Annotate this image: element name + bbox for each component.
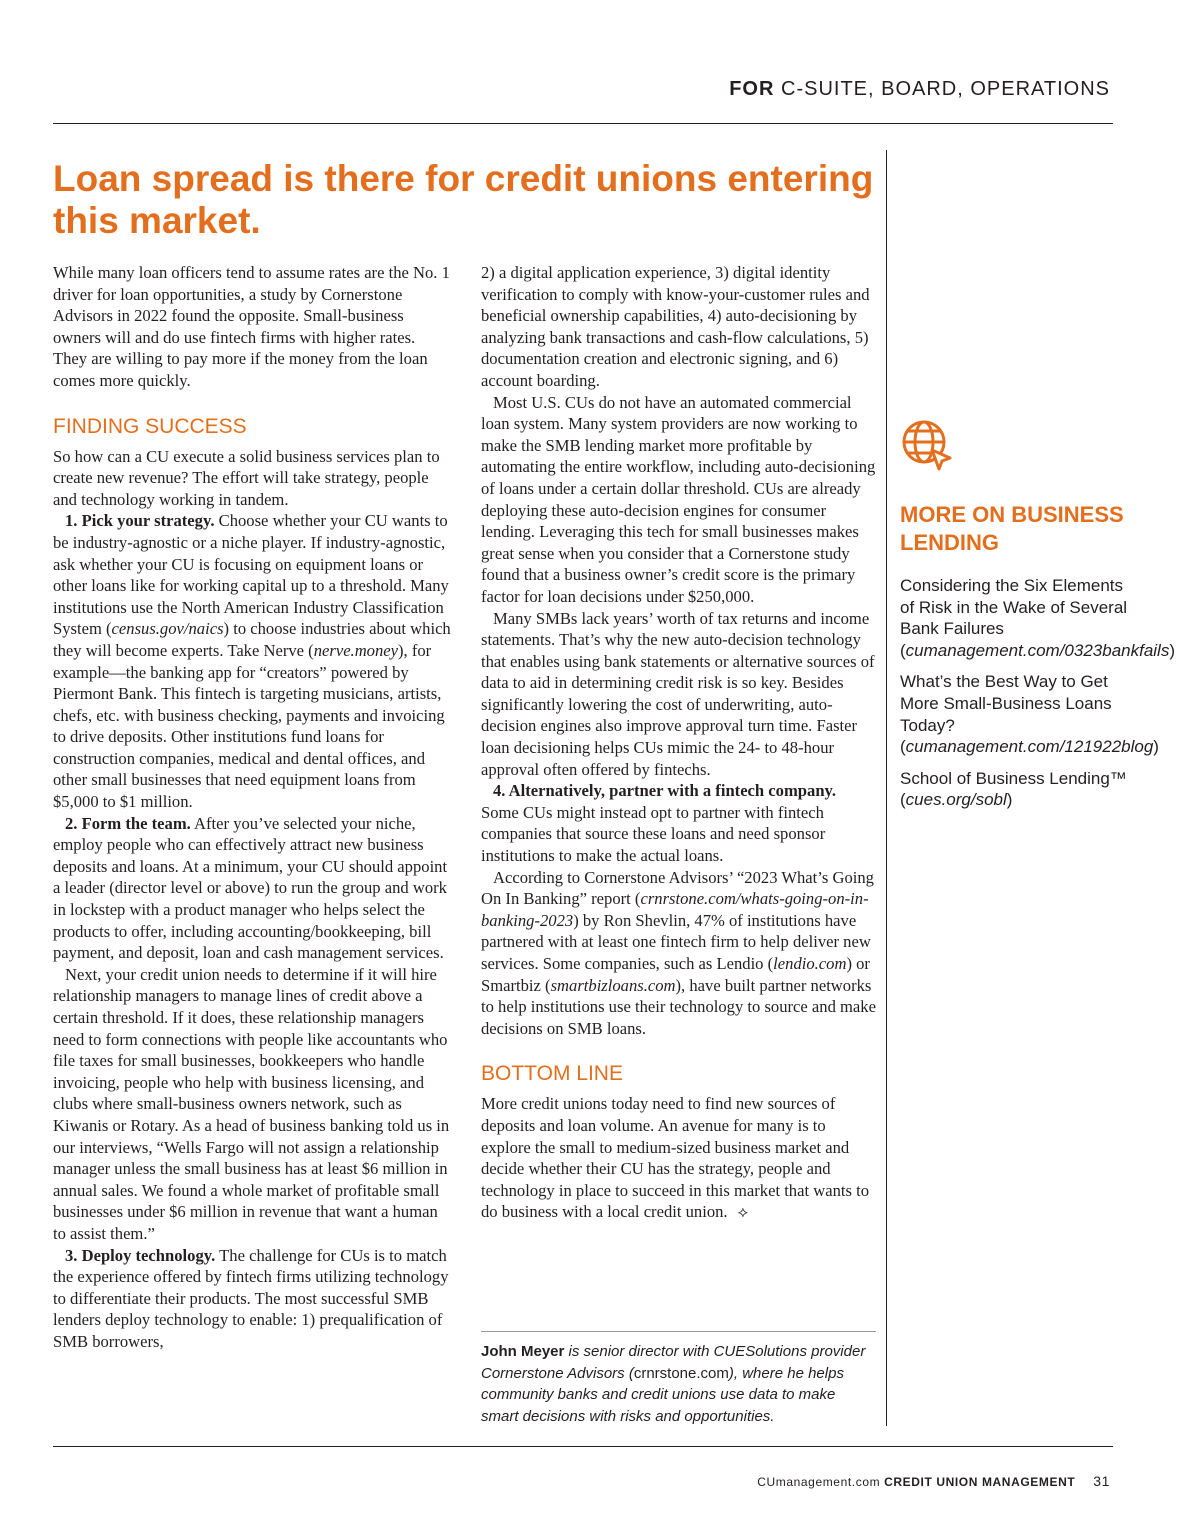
paragraph: 2) a digital application experience, 3) digital identity verification to comply with know-your-customer rules and beneficial ownership capabilities, 4) auto-decisioning by analyzing bank transactions and cash-flow calculations, 5) documentation creation and electronic signing, and 6) account boarding.	[481, 263, 870, 390]
partner-paragraph: 4. Alternatively, partner with a fintech company. Some CUs might instead opt to partner with fintech companies that source these loans and need sponsor institutions to make the actual loans.	[481, 781, 837, 866]
article-column-2	[481, 262, 876, 1224]
globe-cursor-icon	[900, 418, 956, 474]
subhead-finding-success: FINDING SUCCESS	[53, 414, 247, 438]
intro-paragraph: While many loan officers tend to assume rates are the No. 1 driver for loan opportunities, a study by Cornerstone Advisors in 2022 found the opposite. Small-business owners will and do use fintech firms with higher rates. They are willing to pay more if the money from the loan comes more quickly.	[53, 263, 450, 390]
bottom-rule	[53, 1446, 1113, 1447]
author-bio: John Meyer is senior director with CUESolutions provider Cornerstone Advisors (crnrstone.com), where he helps community banks and credit unions use data to make smart decisions with risks and opportunities.	[481, 1343, 866, 1425]
end-mark-icon: ⟡	[737, 1204, 749, 1222]
paragraph: According to Cornerstone Advisors’ “2023 What’s Going On In Banking” report (crnrstone.com/whats-going-on-in-banking-2023) by Ron Shevlin, 47% of institutions have partnered with at least one fintech firm to help deliver new services. Some companies, such as Lendio (lendio.com) or Smartbiz (smartbizloans.com), have built partner networks to help institutions use their technology to source and make decisions on SMB loans.	[481, 867, 876, 1038]
footer-site: CUmanagement.com	[757, 1475, 881, 1489]
step-lead: 2. Form the team.	[65, 813, 191, 833]
subhead-bottom-line: BOTTOM LINE	[481, 1062, 623, 1086]
author-name: John Meyer	[481, 1343, 565, 1360]
link-text: nerve.money	[313, 640, 399, 660]
paragraph: Most U.S. CUs do not have an automated commercial loan system. Many system providers are now working to make the SMB lending market more profitable by automating the entire workflow, including auto-decisioning of loans under a certain dollar threshold. CUs are already deploying these auto-decision engines for consumer lending. Leveraging this tech for small businesses makes great sense when you consider that a Cornerstone study found that a business owner’s credit score is the primary factor for loan decisions under $250,000.	[481, 392, 876, 606]
step-lead: 4. Alternatively, partner with a fintech company.	[493, 781, 837, 801]
link-text: census.gov/naics	[111, 619, 224, 639]
sidebar-title: MORE ON BUSINESS LENDING	[900, 502, 1124, 555]
author-site: crnrstone.com	[633, 1364, 729, 1382]
paragraph: Many SMBs lack years’ worth of tax returns and income statements. That’s why the new auto-decision technology that enables using bank statements or alternative sources of data to aid in determining credit risk is so key. Besides significantly lowering the cost of underwriting, auto-decision engines also improve approval turn time. Faster loan decisioning helps CUs mimic the 24- to 48-hour approval often offered by fintechs.	[481, 608, 875, 779]
sidebar-link-url[interactable]: cumanagement.com/0323bankfails	[905, 640, 1170, 660]
link-text: crnrstone.com/whats-going-on-in-banking-2023	[481, 889, 869, 930]
step-lead: 1. Pick your strategy.	[65, 511, 215, 531]
paragraph: More credit unions today need to find new sources of deposits and loan volume. An avenue for many is to explore the small to medium-sized business market and decide whether their CU has the strategy, people and technology in place to succeed in this market that wants to do business with a local credit union. ⟡	[481, 1093, 876, 1224]
footer-magazine: CREDIT UNION MANAGEMENT	[884, 1475, 1076, 1489]
page-footer	[757, 1473, 1110, 1489]
sidebar-link-title: School of Business Lending™	[900, 768, 1127, 788]
page-number: 31	[1093, 1473, 1110, 1489]
sidebar-link-item[interactable]: School of Business Lending™ (cues.org/sobl)	[900, 768, 1127, 810]
top-rule	[53, 123, 1113, 124]
article-headline: Loan spread is there for credit unions entering this market.	[53, 158, 874, 241]
section-header	[729, 78, 1110, 101]
paragraph: So how can a CU execute a solid business services plan to create new revenue? The effort will take strategy, people and technology working in tandem.	[53, 446, 440, 509]
bio-rule	[481, 1331, 876, 1332]
sidebar-link-url[interactable]: cues.org/sobl	[905, 790, 1007, 810]
sidebar-link-title: Considering the Six Elements of Risk in the Wake of Several Bank Failures	[900, 576, 1128, 639]
header-for: FOR	[729, 78, 775, 100]
sidebar-link-url[interactable]: cumanagement.com/121922blog	[905, 737, 1154, 757]
technology-paragraph: 3. Deploy technology. The challenge for CUs is to match the experience offered by fintech firms utilizing technology to differentiate their products. The most successful SMB lenders deploy technology to enable: 1) prequalification of SMB borrowers,	[53, 1245, 449, 1351]
column-divider	[886, 150, 887, 1426]
link-text: smartbizloans.com	[550, 975, 676, 995]
sidebar-more-on	[900, 418, 1176, 821]
sidebar-link-item[interactable]: Considering the Six Elements of Risk in the Wake of Several Bank Failures (cumanagement.com/0323bankfails)	[900, 576, 1176, 660]
team-paragraph: 2. Form the team. After you’ve selected your niche, employ people who can effectively attract new business deposits and loans. At a minimum, your CU should appoint a leader (director level or above) to run the group and work in lockstep with a product manager who helps select the products to offer, including accounting/bookkeeping, bill payment, and deposit, loan and cash management services.	[53, 813, 448, 963]
header-audience: C-SUITE, BOARD, OPERATIONS	[781, 78, 1110, 100]
paragraph: Next, your credit union needs to determine if it will hire relationship managers to manage lines of credit above a certain threshold. If it does, these relationship managers need to form connections with people like accountants who file taxes for small businesses, bookkeepers who handle invoicing, people who help with business licensing, and clubs where small-business owners network, such as Kiwanis or Rotary. As a head of business banking told us in our interviews, “Wells Fargo will not assign a relationship manager unless the small business has at least $6 million in annual sales. We found a whole market of profitable small businesses under $6 million in revenue that want a human to assist them.”	[53, 964, 450, 1243]
sidebar-link-title: What’s the Best Way to Get More Small-Business Loans Today?	[900, 672, 1112, 735]
step-lead: 3. Deploy technology.	[65, 1245, 216, 1265]
strategy-paragraph: 1. Pick your strategy. Choose whether your CU wants to be industry-agnostic or a niche player. If industry-agnostic, ask whether your CU is focusing on equipment loans or other loans like for working capital up to a threshold. Many institutions use the North American Industry Classification System (census.gov/naics) to choose industries about which they will become experts. Take Nerve (nerve.money), for example—the banking app for “creators” powered by Piermont Bank. This fintech is targeting musicians, artists, chefs, etc. with business checking, payments and invoicing to drive deposits. Other institutions fund loans for construction companies, medical and dental offices, and other small businesses that need equipment loans from $5,000 to $1 million.	[53, 511, 451, 812]
sidebar-link-item[interactable]: What’s the Best Way to Get More Small-Business Loans Today? (cumanagement.com/121922blog)	[900, 672, 1159, 757]
link-text: lendio.com	[773, 954, 847, 973]
article-column-1	[53, 262, 453, 1353]
